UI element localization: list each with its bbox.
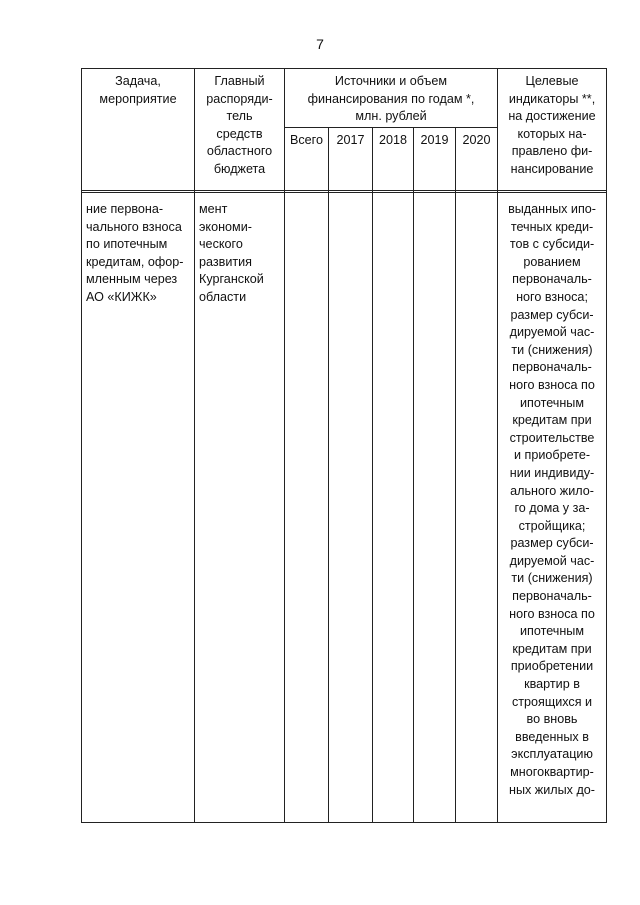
- header-year-2019: 2019: [414, 128, 456, 191]
- row-indicators-text: выданных ипо- течных креди- тов с субсиди- рованием первоначаль- ного взноса; размер субси- дируемой час- ти (снижения) первоначаль- ного взноса по ипотечным кредитам при строительстве и приобрете- нии индивиду- ального жило- го дома у за- стройщика; размер субси- дируемой час- ти (снижения) первоначаль- ного взноса по ипотечным кредитам при приобретении квартир в строящихся и во вновь введенных в эксплуатацию многоквартир- ных жилых до-: [508, 202, 596, 797]
- row-manager: [195, 193, 285, 823]
- header-sources-text: Источники и объем финансирования по годам *, млн. рублей: [307, 74, 475, 124]
- page-number: 7: [316, 36, 324, 52]
- row-amount-2017: [329, 193, 373, 823]
- header-sources: [285, 69, 498, 128]
- row-amount-2018: [373, 193, 414, 823]
- header-manager: [195, 69, 285, 191]
- header-task-text: Задача, мероприятие: [99, 74, 177, 106]
- row-amount-total: [285, 193, 329, 823]
- header-row: [82, 69, 607, 128]
- header-year-total: Всего: [285, 128, 329, 191]
- row-amount-2019: [414, 193, 456, 823]
- row-task-text: ние первона- чального взноса по ипотечным кредитам, офор- мленным через АО «КИЖК»: [86, 202, 184, 304]
- row-task: [82, 193, 195, 823]
- financing-table: [81, 68, 607, 823]
- header-indicators-text: Целевые индикаторы **, на достижение которых на- правлено фи- нансирование: [508, 74, 596, 176]
- row-manager-text: мент экономи- ческого развития Курганской области: [199, 202, 264, 304]
- header-year-2018: 2018: [373, 128, 414, 191]
- row-amount-2020: [456, 193, 498, 823]
- header-year-2020: 2020: [456, 128, 498, 191]
- table-row: [82, 193, 607, 823]
- header-year-2017: 2017: [329, 128, 373, 191]
- header-manager-text: Главный распоряди- тель средств областного бюджета: [206, 74, 273, 176]
- header-indicators: [498, 69, 607, 191]
- header-task: [82, 69, 195, 191]
- row-indicators: [498, 193, 607, 823]
